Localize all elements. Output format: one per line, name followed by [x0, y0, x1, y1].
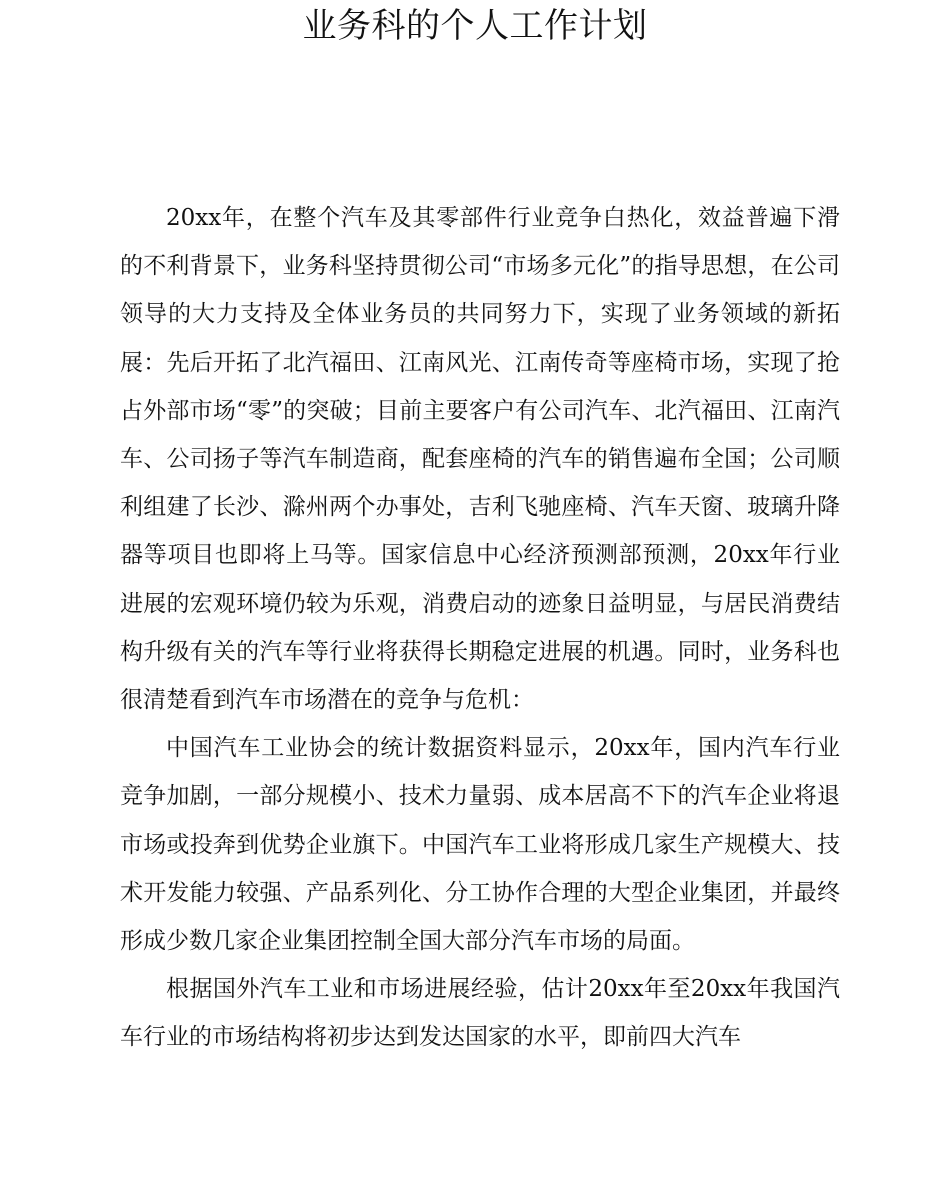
- paragraph: 中国汽车工业协会的统计数据资料显示，20xx年，国内汽车行业竞争加剧，一部分规模小、技术力量弱、成本居高不下的汽车企业将退市场或投奔到优势企业旗下。中国汽车工业将形成几家生产规模大、技术开发能力较强、产品系列化、分工协作合理的大型企业集团，并最终形成少数几家企业集团控制全国大部分汽车市场的局面。: [120, 735, 840, 955]
- document-title: 业务科的个人工作计划: [302, 6, 648, 46]
- paragraph: 根据国外汽车工业和市场进展经验，估计20xx年至20xx年我国汽车行业的市场结构将初步达到发达国家的水平，即前四大汽车: [120, 976, 840, 1051]
- document-body: [120, 194, 840, 1062]
- paragraph: 20xx年，在整个汽车及其零部件行业竞争白热化，效益普遍下滑的不利背景下，业务科坚持贯彻公司“市场多元化”的指导思想，在公司领导的大力支持及全体业务员的共同努力下，实现了业务领域的新拓展：先后开拓了北汽福田、江南风光、江南传奇等座椅市场，实现了抢占外部市场“零”的突破；目前主要客户有公司汽车、北汽福田、江南汽车、公司扬子等汽车制造商，配套座椅的汽车的销售遍布全国；公司顺利组建了长沙、滁州两个办事处，吉利飞驰座椅、汽车天窗、玻璃升降器等项目也即将上马等。国家信息中心经济预测部预测，20xx年行业进展的宏观环境仍较为乐观，消费启动的迹象日益明显，与居民消费结构升级有关的汽车等行业将获得长期稳定进展的机遇。同时，业务科也很清楚看到汽车市场潜在的竞争与危机：: [120, 205, 840, 714]
